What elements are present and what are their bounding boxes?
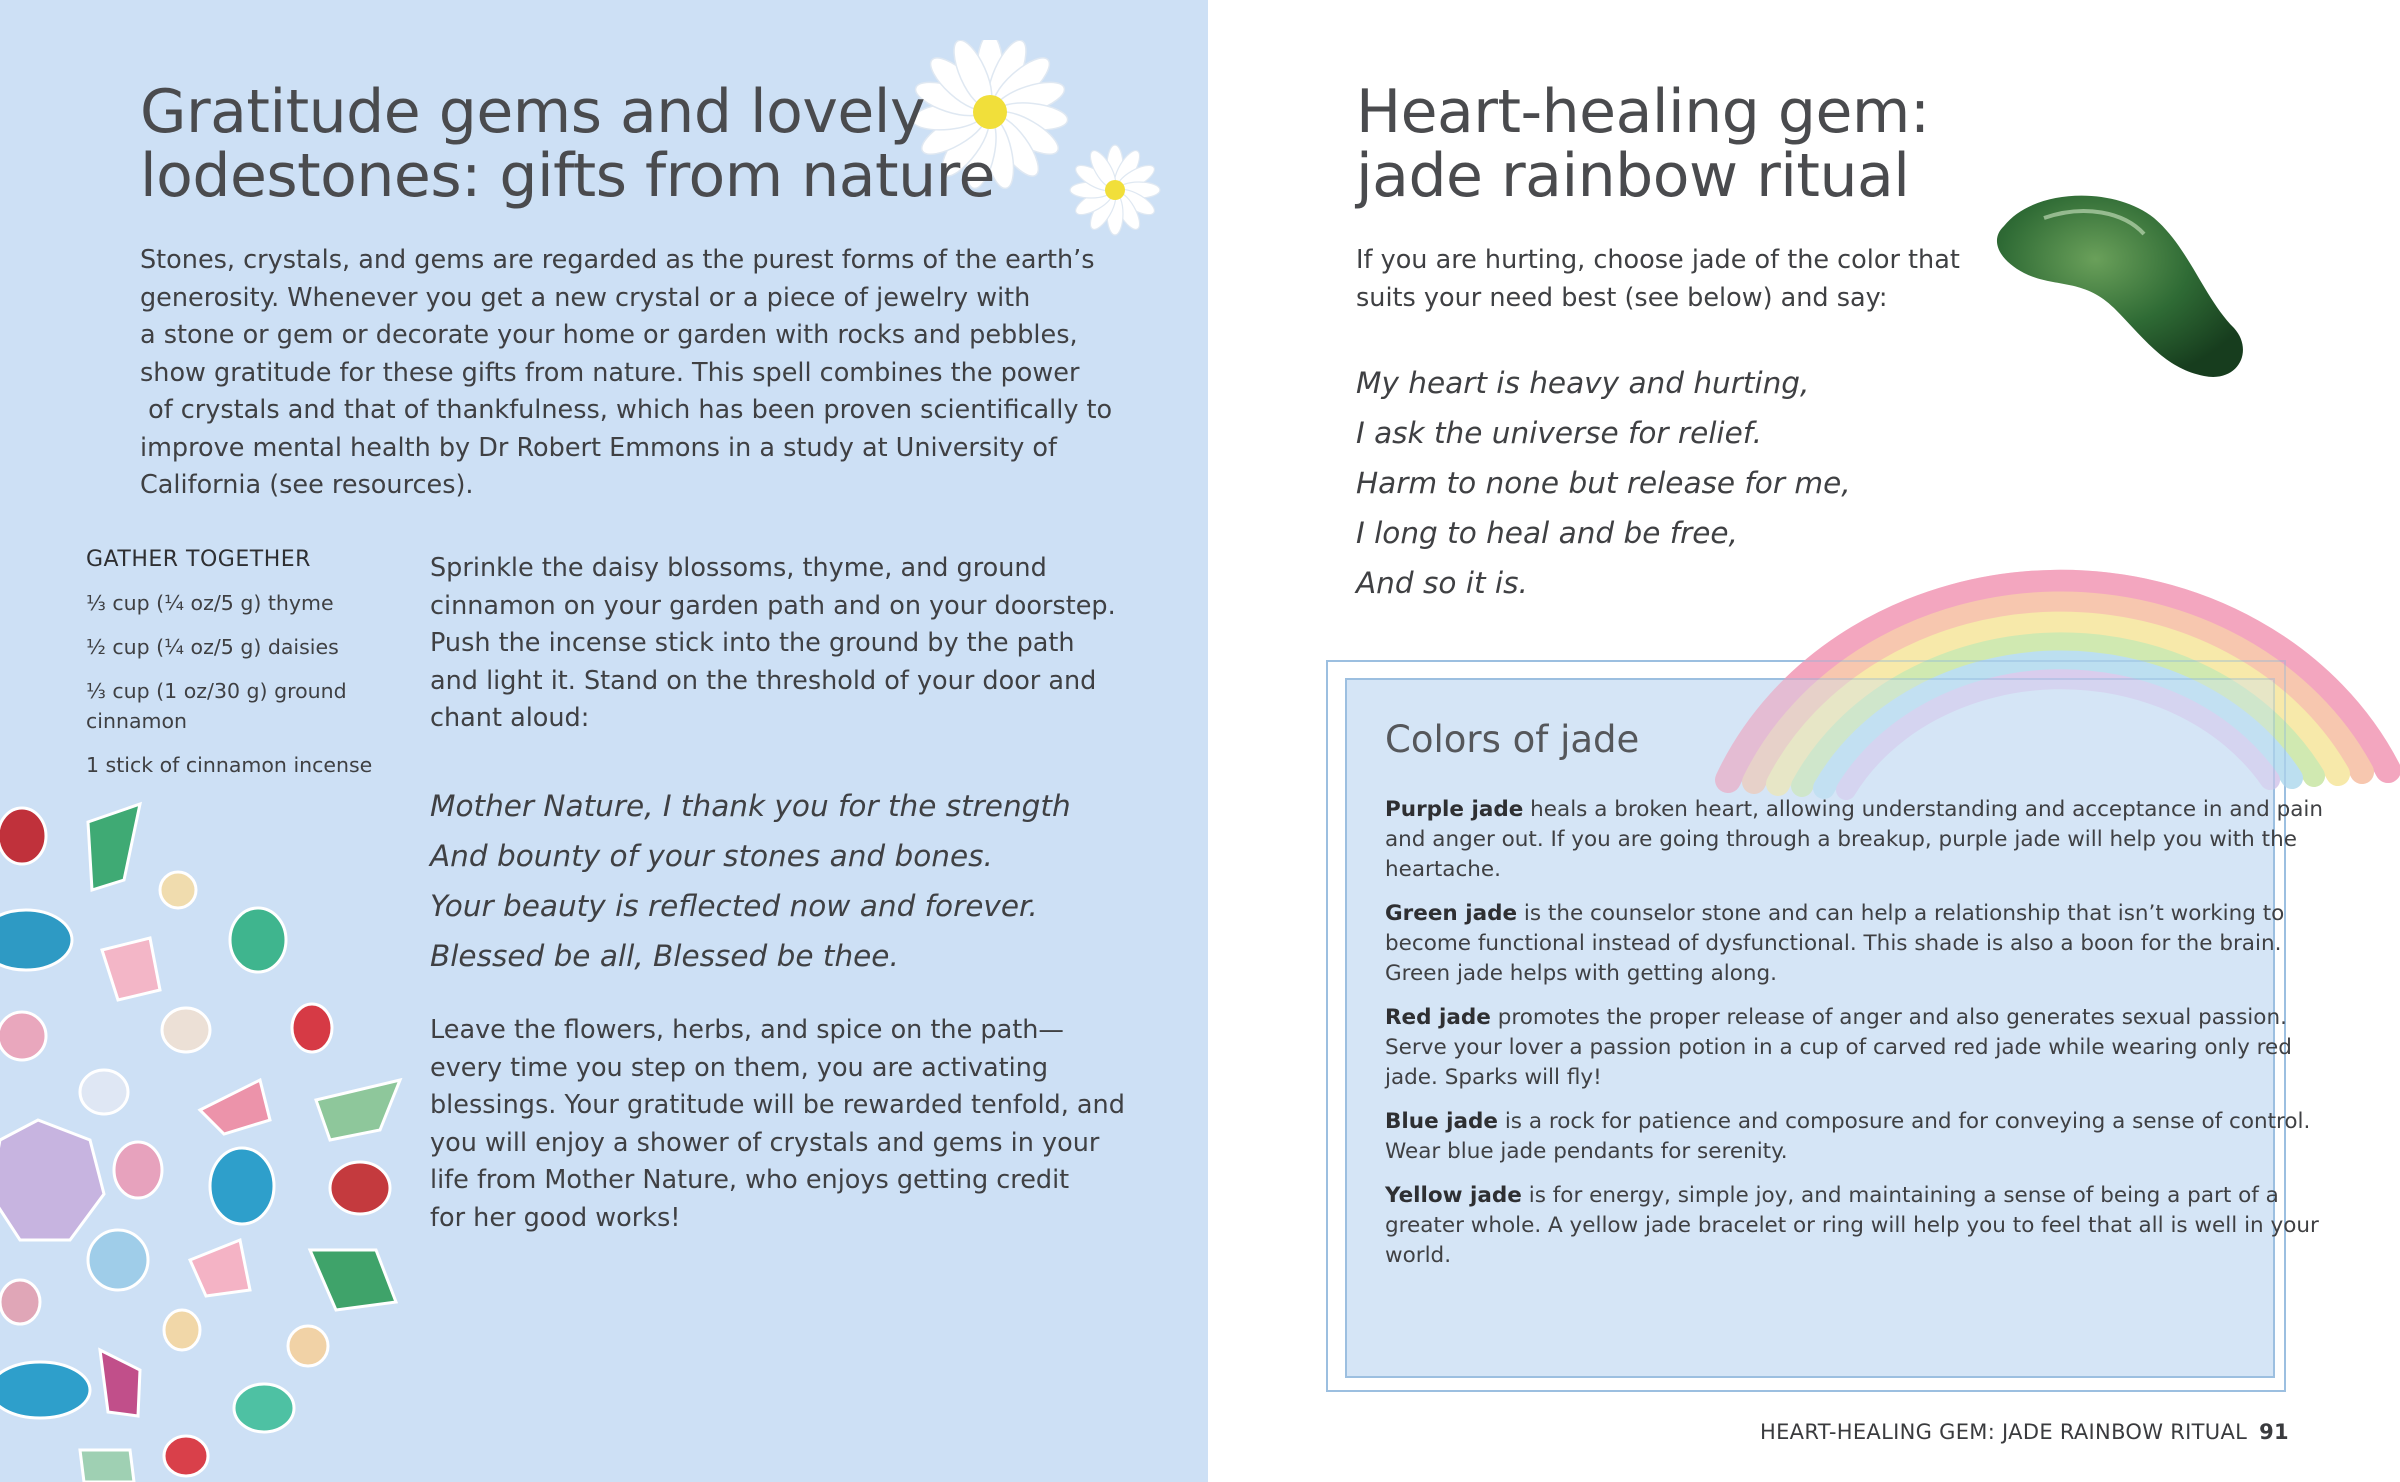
ingredient-item: ⅓ cup (¼ oz/5 g) thyme <box>86 591 334 615</box>
intro-paragraph: Stones, crystals, and gems are regarded as the purest forms of the earth’s generosity. Whenever you get a new crystal or a piece of jewelry with a stone or gem or decorate your home or garden with rocks and pebbles, show gratitude for these gifts from nature. This spell combines the power of crystals and that of thankfulness, which has been proven scientifically to improve mental health by Dr Robert Emmons in a study at University of California (see resources). <box>140 245 1113 500</box>
jade-stone-illustration <box>1974 178 2274 398</box>
instructions-paragraph: Sprinkle the daisy blossoms, thyme, and ground cinnamon on your garden path and on your doorstep. Push the incense stick into the ground by the path and light it. Stand on the threshold of your door and chant aloud: <box>430 553 1116 733</box>
ingredient-item: 1 stick of cinnamon incense <box>86 753 373 777</box>
left-page-title <box>140 77 995 211</box>
rainbow-overlay <box>1688 440 2400 800</box>
colors-of-jade-title: Colors of jade <box>1385 718 1640 761</box>
ingredient-item: ⅓ cup (1 oz/30 g) ground cinnamon <box>86 679 347 733</box>
running-head: HEART-HEALING GEM: JADE RAINBOW RITUAL <box>1760 1420 2248 1444</box>
gratitude-chant: Mother Nature, I thank you for the strength And bounty of your stones and bones. Your beauty is reflected now and forever. Blessed be all, Blessed be thee. <box>430 789 1071 973</box>
jade-entry-yellow: Yellow jade is for energy, simple joy, and maintaining a sense of being a part of a greater whole. A yellow jade bracelet or ring will help you to feel that all is well in your world. <box>1385 1183 2319 1268</box>
gems-illustration <box>0 790 420 1482</box>
page-footer <box>1760 1420 2289 1444</box>
page-number: 91 <box>2259 1420 2289 1444</box>
ingredient-list <box>86 588 386 794</box>
title-line: jade rainbow ritual <box>1356 141 1910 211</box>
title-line: Gratitude gems and lovely <box>140 77 925 147</box>
ingredient-item: ½ cup (¼ oz/5 g) daisies <box>86 635 339 659</box>
right-page-title <box>1356 77 1930 211</box>
closing-paragraph: Leave the flowers, herbs, and spice on the path— every time you step on them, you are activating blessings. Your gratitude will be rewarded tenfold, and you will enjoy a shower of crystals and gems in your life from Mother Nature, who enjoys getting credit for her good works! <box>430 1015 1125 1233</box>
jade-entry-purple: Purple jade heals a broken heart, allowing understanding and acceptance in and pain and anger out. If you are going through a breakup, purple jade will help you with the heartache. <box>1385 797 2324 882</box>
title-line: Heart-healing gem: <box>1356 77 1930 147</box>
healing-chant: My heart is heavy and hurting, I ask the universe for relief. Harm to none but release for me, I long to heal and be free, And so it is. <box>1356 366 1851 600</box>
ritual-intro: If you are hurting, choose jade of the color that suits your need best (see below) and say: <box>1356 245 1960 313</box>
jade-entry-red: Red jade promotes the proper release of anger and also generates sexual passion. Serve your lover a passion potion in a cup of carved red jade while wearing only red jade. Sparks will fly! <box>1385 1005 2292 1090</box>
title-line: lodestones: gifts from nature <box>140 141 995 211</box>
jade-entry-blue: Blue jade is a rock for patience and composure and for conveying a sense of control. Wear blue jade pendants for serenity. <box>1385 1109 2311 1164</box>
jade-entry-green: Green jade is the counselor stone and can help a relationship that isn’t working to become functional instead of dysfunctional. This shade is also a boon for the brain. Green jade helps with getting along. <box>1385 901 2285 986</box>
gather-together-heading: GATHER TOGETHER <box>86 547 311 572</box>
